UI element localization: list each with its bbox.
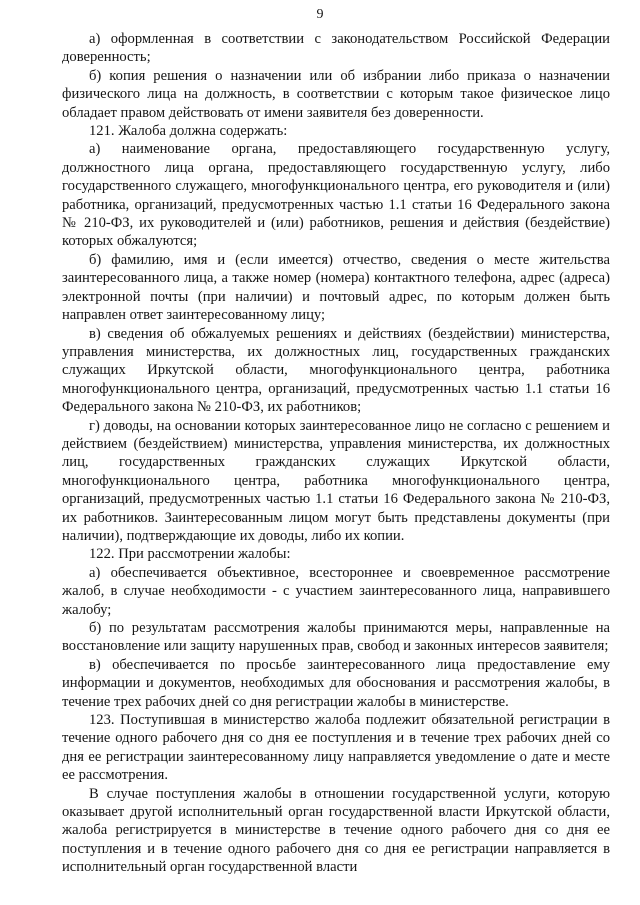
paragraph-121-g: г) доводы, на основании которых заинтересованное лицо не согласно с решением и действием (бездействием) министерства, управления министерства, их должностных лиц, государственных гражданских служащих Иркутской области, многофункционального центра, работника многофункционального центра, организаций, предусмотренных частью 1.1 статьи 16 Федерального закона № 210-ФЗ, их работников. Заинтересованным лицом могут быть представлены документы (при наличии), подтверждающие их доводы, либо их копии.	[62, 417, 610, 544]
paragraph-122-v: в) обеспечивается по просьбе заинтересованного лица предоставление ему информации и документов, необходимых для обоснования и рассмотрения жалобы, в течение трех рабочих дней со дня регистрации жалобы в министерстве.	[62, 656, 610, 710]
paragraph-123: 123. Поступившая в министерство жалоба подлежит обязательной регистрации в течение одного рабочего дня со дня ее поступления и в течение трех рабочих дней со дня ее регистрации заинтересованному лицу направляется уведомление о дате и месте ее рассмотрения.	[62, 712, 610, 784]
paragraph-appointment-decision-copy: б) копия решения о назначении или об избрании либо приказа о назначении физического лица на должность, в соответствии с которым такое физическое лицо обладает правом действовать от имени заявителя без доверенности.	[62, 67, 610, 121]
paragraph-121-b: б) фамилию, имя и (если имеется) отчество, сведения о месте жительства заинтересованного лица, а также номер (номера) контактного телефона, адрес (адреса) электронной почты (при наличии) и почтовый адрес, по которым должен быть направлен ответ заинтересованному лицу;	[62, 251, 610, 324]
paragraph-123-other-authority: В случае поступления жалобы в отношении государственной услуги, которую оказывает другой исполнительный орган государственной власти Иркутской области, жалоба регистрируется в министерстве в течение одного рабочего дня со дня ее поступления и в течение одного рабочего дня со дня ее регистрации направляется в исполнительный орган государственной власти	[62, 785, 610, 876]
paragraph-122-heading: 122. При рассмотрении жалобы:	[89, 546, 291, 563]
paragraph-122-a: а) обеспечивается объективное, всестороннее и своевременное рассмотрение жалоб, в случае необходимости - с участием заинтересованного лица, направившего жалобу;	[62, 564, 610, 618]
document-body	[62, 30, 610, 877]
paragraph-122-b: б) по результатам рассмотрения жалобы принимаются меры, направленные на восстановление или защиту нарушенных прав, свобод и законных интересов заявителя;	[62, 620, 610, 655]
paragraph-121-a: а) наименование органа, предоставляющего государственную услугу, должностного лица органа, предоставляющего государственную услугу, либо государственного служащего, многофункционального центра, его руководителя и (или) работника, организаций, предусмотренных частью 1.1 статьи 16 Федерального закона № 210-ФЗ, их руководителей и (или) работников, решения и действия (бездействие) которых обжалуются;	[62, 141, 610, 250]
page-number: 9	[316, 7, 324, 22]
paragraph-power-of-attorney: а) оформленная в соответствии с законодательством Российской Федерации доверенность;	[62, 31, 610, 66]
paragraph-121-heading: 121. Жалоба должна содержать:	[89, 123, 288, 140]
paragraph-121-v: в) сведения об обжалуемых решениях и действиях (бездействии) министерства, управления министерства, их должностных лиц, государственных гражданских служащих Иркутской области, многофункционального центра, работника многофункционального центра, организаций, предусмотренных частью 1.1 статьи 16 Федерального закона № 210-ФЗ, их работников;	[62, 325, 610, 416]
